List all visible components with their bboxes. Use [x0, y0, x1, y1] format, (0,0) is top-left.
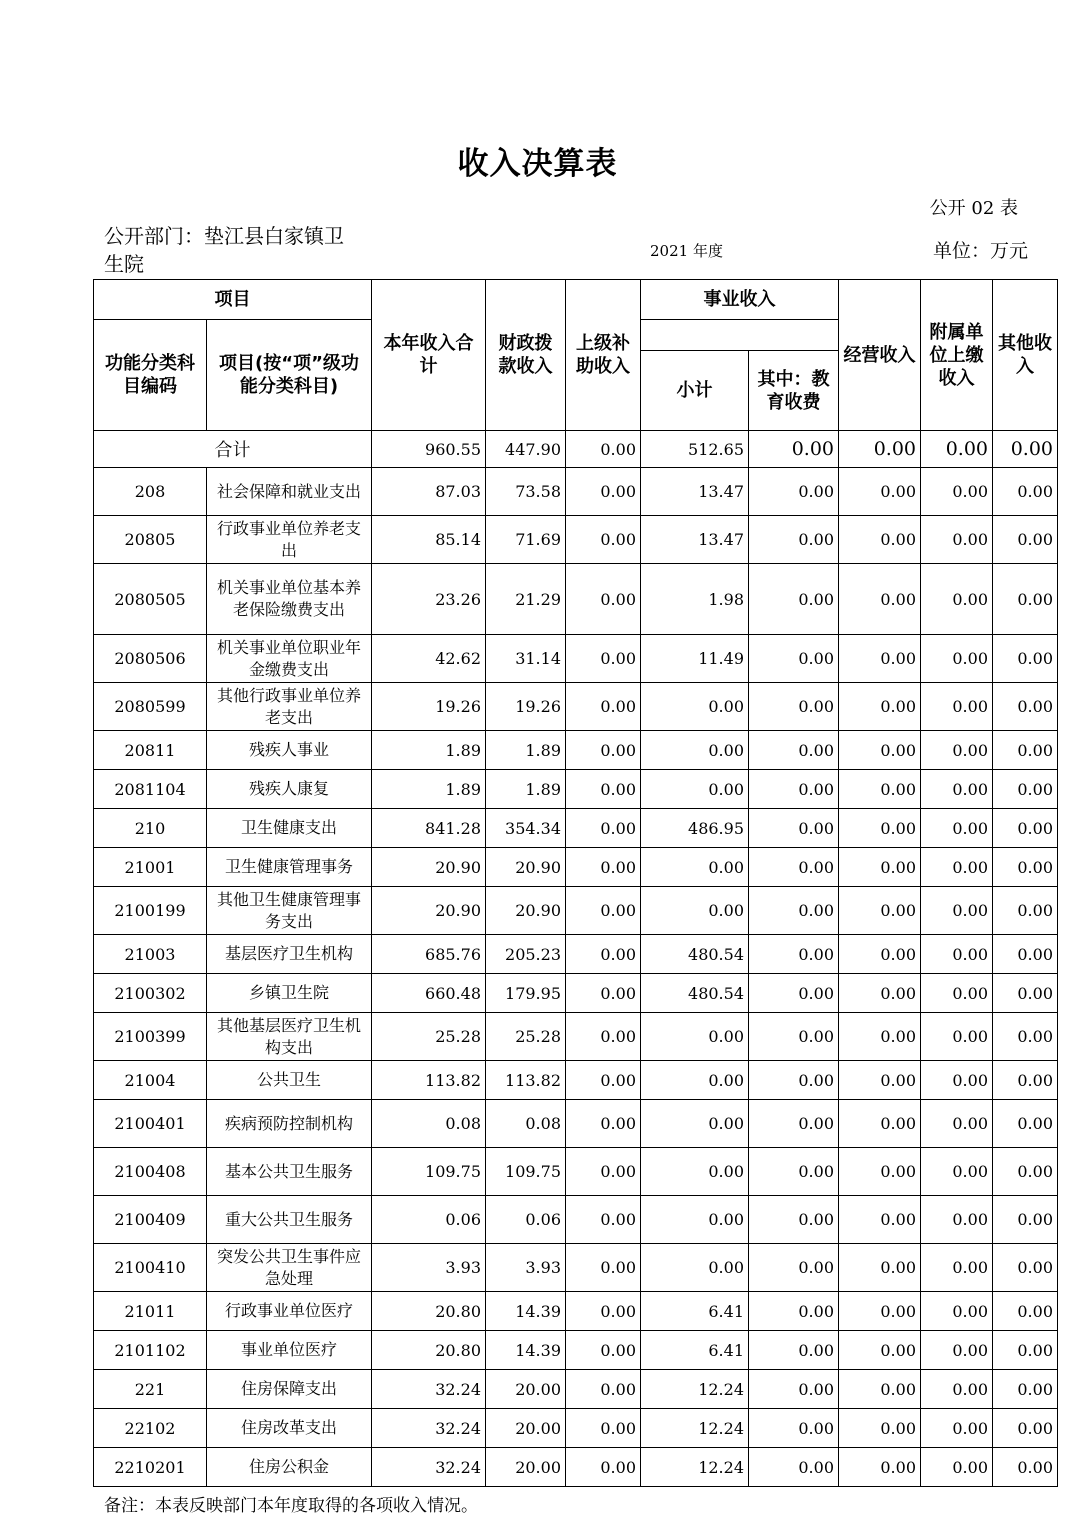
value-cell: 113.82	[372, 1061, 486, 1100]
value-cell: 0.00	[839, 1292, 921, 1331]
table-row	[94, 683, 1058, 731]
func-code-cell: 2100409	[94, 1196, 207, 1244]
value-cell: 20.00	[486, 1409, 566, 1448]
value-cell: 0.00	[921, 731, 993, 770]
table-row	[94, 1331, 1058, 1370]
func-code-cell: 21003	[94, 935, 207, 974]
value-cell: 0.00	[839, 1061, 921, 1100]
total-cell: 960.55	[372, 431, 486, 468]
value-cell: 0.00	[921, 809, 993, 848]
func-code-cell: 2210201	[94, 1448, 207, 1487]
value-cell: 3.93	[486, 1244, 566, 1292]
value-cell: 109.75	[372, 1148, 486, 1196]
value-cell: 0.00	[566, 683, 641, 731]
value-cell: 6.41	[641, 1292, 749, 1331]
table-row	[94, 848, 1058, 887]
value-cell: 841.28	[372, 809, 486, 848]
value-cell: 0.08	[372, 1100, 486, 1148]
value-cell: 0.00	[566, 1370, 641, 1409]
value-cell: 20.90	[486, 848, 566, 887]
value-cell: 19.26	[486, 683, 566, 731]
value-cell: 12.24	[641, 1370, 749, 1409]
value-cell: 0.00	[839, 731, 921, 770]
value-cell: 660.48	[372, 974, 486, 1013]
project-name-cell: 住房保障支出	[207, 1370, 372, 1409]
value-cell: 0.00	[839, 1409, 921, 1448]
value-cell: 0.00	[921, 935, 993, 974]
value-cell: 0.00	[921, 848, 993, 887]
value-cell: 0.00	[749, 1013, 839, 1061]
value-cell: 0.00	[641, 731, 749, 770]
project-name-cell: 机关事业单位基本养老保险缴费支出	[207, 564, 372, 635]
value-cell: 0.00	[749, 848, 839, 887]
value-cell: 0.00	[921, 1292, 993, 1331]
func-code-cell: 2100302	[94, 974, 207, 1013]
value-cell: 0.00	[749, 1331, 839, 1370]
value-cell: 0.00	[566, 1148, 641, 1196]
project-name-cell: 行政事业单位医疗	[207, 1292, 372, 1331]
project-name-cell: 基层医疗卫生机构	[207, 935, 372, 974]
value-cell: 0.00	[641, 683, 749, 731]
value-cell: 0.00	[921, 1244, 993, 1292]
value-cell: 0.00	[749, 1370, 839, 1409]
value-cell: 12.24	[641, 1448, 749, 1487]
value-cell: 0.08	[486, 1100, 566, 1148]
value-cell: 0.00	[749, 887, 839, 935]
project-name-cell: 卫生健康支出	[207, 809, 372, 848]
value-cell: 0.00	[749, 1196, 839, 1244]
value-cell: 0.00	[566, 1448, 641, 1487]
value-cell: 0.00	[993, 1148, 1058, 1196]
value-cell: 0.00	[839, 1013, 921, 1061]
value-cell: 0.00	[749, 1292, 839, 1331]
value-cell: 87.03	[372, 468, 486, 516]
project-name-cell: 乡镇卫生院	[207, 974, 372, 1013]
header-affiliated: 附属单位上缴收入	[921, 280, 993, 431]
value-cell: 0.00	[921, 1370, 993, 1409]
value-cell: 11.49	[641, 635, 749, 683]
header-subtotal: 小计	[641, 351, 749, 431]
value-cell: 0.00	[921, 1148, 993, 1196]
value-cell: 0.06	[486, 1196, 566, 1244]
func-code-cell: 2101102	[94, 1331, 207, 1370]
value-cell: 20.00	[486, 1448, 566, 1487]
value-cell: 0.00	[993, 683, 1058, 731]
value-cell: 0.00	[839, 1370, 921, 1409]
value-cell: 0.00	[566, 887, 641, 935]
value-cell: 0.00	[566, 974, 641, 1013]
value-cell: 0.00	[993, 848, 1058, 887]
value-cell: 0.00	[566, 1100, 641, 1148]
value-cell: 0.00	[566, 935, 641, 974]
value-cell: 0.00	[566, 731, 641, 770]
value-cell: 0.00	[749, 1061, 839, 1100]
value-cell: 0.00	[749, 1148, 839, 1196]
total-cell: 0.00	[749, 431, 839, 468]
value-cell: 0.00	[839, 516, 921, 564]
value-cell: 14.39	[486, 1292, 566, 1331]
project-name-cell: 残疾人事业	[207, 731, 372, 770]
total-cell: 0.00	[566, 431, 641, 468]
header-superior: 上级补助收入	[566, 280, 641, 431]
value-cell: 13.47	[641, 516, 749, 564]
total-cell: 512.65	[641, 431, 749, 468]
table-row	[94, 935, 1058, 974]
value-cell: 0.00	[839, 848, 921, 887]
value-cell: 0.00	[566, 1292, 641, 1331]
project-name-cell: 公共卫生	[207, 1061, 372, 1100]
value-cell: 0.00	[566, 809, 641, 848]
value-cell: 0.00	[566, 635, 641, 683]
func-code-cell: 22102	[94, 1409, 207, 1448]
value-cell: 0.00	[839, 770, 921, 809]
header-operating: 经营收入	[839, 280, 921, 431]
value-cell: 20.00	[486, 1370, 566, 1409]
value-cell: 0.00	[921, 974, 993, 1013]
func-code-cell: 208	[94, 468, 207, 516]
value-cell: 0.00	[839, 1331, 921, 1370]
project-name-cell: 住房公积金	[207, 1448, 372, 1487]
project-name-cell: 重大公共卫生服务	[207, 1196, 372, 1244]
value-cell: 0.00	[749, 1100, 839, 1148]
value-cell: 0.00	[993, 770, 1058, 809]
value-cell: 0.00	[566, 1013, 641, 1061]
value-cell: 31.14	[486, 635, 566, 683]
value-cell: 0.00	[993, 1061, 1058, 1100]
value-cell: 0.00	[641, 887, 749, 935]
table-row	[94, 1244, 1058, 1292]
func-code-cell: 2080506	[94, 635, 207, 683]
value-cell: 0.00	[993, 974, 1058, 1013]
value-cell: 0.00	[641, 770, 749, 809]
value-cell: 0.00	[993, 887, 1058, 935]
table-number: 公开 02 表	[929, 198, 1018, 219]
value-cell: 0.00	[566, 1244, 641, 1292]
value-cell: 71.69	[486, 516, 566, 564]
value-cell: 32.24	[372, 1409, 486, 1448]
value-cell: 0.00	[921, 1013, 993, 1061]
value-cell: 0.00	[641, 1148, 749, 1196]
project-name-cell: 突发公共卫生事件应急处理	[207, 1244, 372, 1292]
func-code-cell: 21001	[94, 848, 207, 887]
value-cell: 0.00	[993, 1370, 1058, 1409]
value-cell: 0.00	[839, 564, 921, 635]
value-cell: 12.24	[641, 1409, 749, 1448]
value-cell: 0.00	[921, 1061, 993, 1100]
value-cell: 0.00	[749, 1448, 839, 1487]
project-name-cell: 残疾人康复	[207, 770, 372, 809]
value-cell: 486.95	[641, 809, 749, 848]
func-code-cell: 210	[94, 809, 207, 848]
project-name-cell: 卫生健康管理事务	[207, 848, 372, 887]
value-cell: 0.00	[839, 809, 921, 848]
table-row	[94, 1100, 1058, 1148]
value-cell: 0.00	[839, 1100, 921, 1148]
project-name-cell: 社会保障和就业支出	[207, 468, 372, 516]
value-cell: 0.00	[641, 1244, 749, 1292]
value-cell: 0.00	[993, 1331, 1058, 1370]
value-cell: 1.89	[372, 770, 486, 809]
func-code-cell: 2100410	[94, 1244, 207, 1292]
value-cell: 0.00	[839, 683, 921, 731]
value-cell: 0.00	[749, 683, 839, 731]
value-cell: 0.00	[921, 468, 993, 516]
value-cell: 0.00	[993, 564, 1058, 635]
value-cell: 0.00	[921, 1448, 993, 1487]
value-cell: 354.34	[486, 809, 566, 848]
value-cell: 0.00	[921, 770, 993, 809]
value-cell: 0.00	[921, 1331, 993, 1370]
value-cell: 0.00	[749, 770, 839, 809]
table-row	[94, 1148, 1058, 1196]
value-cell: 0.00	[993, 935, 1058, 974]
value-cell: 32.24	[372, 1370, 486, 1409]
total-cell: 0.00	[921, 431, 993, 468]
project-name-cell: 其他卫生健康管理事务支出	[207, 887, 372, 935]
value-cell: 1.89	[486, 770, 566, 809]
value-cell: 0.00	[566, 1331, 641, 1370]
value-cell: 0.00	[749, 564, 839, 635]
func-code-cell: 221	[94, 1370, 207, 1409]
value-cell: 0.00	[749, 1244, 839, 1292]
value-cell: 0.00	[993, 1448, 1058, 1487]
value-cell: 0.00	[566, 564, 641, 635]
project-name-cell: 其他行政事业单位养老支出	[207, 683, 372, 731]
footnote: 备注：本表反映部门本年度取得的各项收入情况。	[104, 1496, 478, 1516]
value-cell: 0.00	[993, 1244, 1058, 1292]
value-cell: 0.06	[372, 1196, 486, 1244]
value-cell: 73.58	[486, 468, 566, 516]
project-name-cell: 事业单位医疗	[207, 1331, 372, 1370]
value-cell: 1.89	[372, 731, 486, 770]
header-func-code: 功能分类科目编码	[94, 320, 207, 431]
value-cell: 0.00	[993, 1196, 1058, 1244]
value-cell: 0.00	[993, 516, 1058, 564]
value-cell: 179.95	[486, 974, 566, 1013]
value-cell: 42.62	[372, 635, 486, 683]
value-cell: 0.00	[566, 770, 641, 809]
table-row	[94, 1370, 1058, 1409]
value-cell: 0.00	[921, 887, 993, 935]
value-cell: 0.00	[839, 974, 921, 1013]
func-code-cell: 20811	[94, 731, 207, 770]
func-code-cell: 2100199	[94, 887, 207, 935]
table-row	[94, 887, 1058, 935]
func-code-cell: 2100408	[94, 1148, 207, 1196]
func-code-cell: 2080505	[94, 564, 207, 635]
value-cell: 480.54	[641, 935, 749, 974]
value-cell: 0.00	[641, 848, 749, 887]
value-cell: 0.00	[749, 468, 839, 516]
table-row	[94, 516, 1058, 564]
value-cell: 0.00	[993, 1409, 1058, 1448]
value-cell: 0.00	[839, 1448, 921, 1487]
value-cell: 0.00	[749, 809, 839, 848]
value-cell: 0.00	[749, 516, 839, 564]
value-cell: 0.00	[839, 1244, 921, 1292]
value-cell: 0.00	[921, 683, 993, 731]
project-name-cell: 机关事业单位职业年金缴费支出	[207, 635, 372, 683]
value-cell: 0.00	[566, 516, 641, 564]
func-code-cell: 21011	[94, 1292, 207, 1331]
header-business: 事业收入	[641, 280, 839, 320]
func-code-cell: 2080599	[94, 683, 207, 731]
total-label: 合计	[94, 431, 372, 468]
unit-label: 单位：万元	[932, 240, 1028, 262]
value-cell: 19.26	[372, 683, 486, 731]
project-name-cell: 基本公共卫生服务	[207, 1148, 372, 1196]
value-cell: 0.00	[839, 1148, 921, 1196]
table-row	[94, 1292, 1058, 1331]
value-cell: 0.00	[921, 1409, 993, 1448]
value-cell: 685.76	[372, 935, 486, 974]
value-cell: 0.00	[993, 635, 1058, 683]
value-cell: 32.24	[372, 1448, 486, 1487]
value-cell: 25.28	[486, 1013, 566, 1061]
value-cell: 0.00	[993, 1013, 1058, 1061]
table-row	[94, 770, 1058, 809]
value-cell: 0.00	[749, 635, 839, 683]
value-cell: 0.00	[839, 887, 921, 935]
value-cell: 0.00	[749, 935, 839, 974]
total-row	[94, 431, 1058, 468]
value-cell: 6.41	[641, 1331, 749, 1370]
value-cell: 0.00	[993, 1100, 1058, 1148]
func-code-cell: 2100401	[94, 1100, 207, 1148]
value-cell: 21.29	[486, 564, 566, 635]
page-title: 收入决算表	[457, 146, 618, 182]
table-row	[94, 731, 1058, 770]
value-cell: 0.00	[921, 564, 993, 635]
project-name-cell: 行政事业单位养老支出	[207, 516, 372, 564]
value-cell: 0.00	[993, 1292, 1058, 1331]
value-cell: 0.00	[641, 1196, 749, 1244]
value-cell: 113.82	[486, 1061, 566, 1100]
value-cell: 20.90	[372, 887, 486, 935]
value-cell: 25.28	[372, 1013, 486, 1061]
func-code-cell: 2100399	[94, 1013, 207, 1061]
table-row	[94, 809, 1058, 848]
value-cell: 0.00	[839, 935, 921, 974]
table-row	[94, 564, 1058, 635]
table-row	[94, 1013, 1058, 1061]
value-cell: 480.54	[641, 974, 749, 1013]
header-edu: 其中：教育收费	[749, 351, 839, 431]
value-cell: 13.47	[641, 468, 749, 516]
value-cell: 0.00	[566, 848, 641, 887]
value-cell: 85.14	[372, 516, 486, 564]
value-cell: 0.00	[566, 1196, 641, 1244]
project-name-cell: 其他基层医疗卫生机构支出	[207, 1013, 372, 1061]
header-total-income: 本年收入合计	[372, 280, 486, 431]
header-fiscal: 财政拨款收入	[486, 280, 566, 431]
project-name-cell: 疾病预防控制机构	[207, 1100, 372, 1148]
value-cell: 0.00	[566, 1409, 641, 1448]
value-cell: 1.98	[641, 564, 749, 635]
func-code-cell: 21004	[94, 1061, 207, 1100]
total-cell: 0.00	[993, 431, 1058, 468]
value-cell: 0.00	[749, 731, 839, 770]
value-cell: 0.00	[641, 1100, 749, 1148]
header-project: 项目	[94, 280, 372, 320]
value-cell: 20.90	[372, 848, 486, 887]
value-cell: 1.89	[486, 731, 566, 770]
value-cell: 0.00	[993, 809, 1058, 848]
func-code-cell: 20805	[94, 516, 207, 564]
value-cell: 0.00	[921, 1100, 993, 1148]
value-cell: 0.00	[993, 731, 1058, 770]
value-cell: 0.00	[921, 516, 993, 564]
total-cell: 0.00	[839, 431, 921, 468]
header-other: 其他收入	[993, 280, 1058, 431]
fiscal-year: 2021 年度	[650, 242, 723, 260]
table-row	[94, 1448, 1058, 1487]
value-cell: 0.00	[566, 468, 641, 516]
value-cell: 0.00	[641, 1061, 749, 1100]
value-cell: 0.00	[641, 1013, 749, 1061]
value-cell: 3.93	[372, 1244, 486, 1292]
table-row	[94, 468, 1058, 516]
total-cell: 447.90	[486, 431, 566, 468]
value-cell: 14.39	[486, 1331, 566, 1370]
value-cell: 0.00	[839, 1196, 921, 1244]
value-cell: 0.00	[749, 1409, 839, 1448]
value-cell: 205.23	[486, 935, 566, 974]
value-cell: 23.26	[372, 564, 486, 635]
value-cell: 0.00	[749, 974, 839, 1013]
value-cell: 0.00	[566, 1061, 641, 1100]
table-row	[94, 635, 1058, 683]
table-row	[94, 1409, 1058, 1448]
project-name-cell: 住房改革支出	[207, 1409, 372, 1448]
table-row	[94, 1061, 1058, 1100]
value-cell: 20.90	[486, 887, 566, 935]
value-cell: 0.00	[839, 468, 921, 516]
table-row	[94, 1196, 1058, 1244]
value-cell: 0.00	[839, 635, 921, 683]
value-cell: 109.75	[486, 1148, 566, 1196]
income-table	[93, 279, 1058, 1487]
value-cell: 20.80	[372, 1331, 486, 1370]
table-row	[94, 974, 1058, 1013]
value-cell: 0.00	[921, 1196, 993, 1244]
header-project-name: 项目(按“项”级功能分类科目)	[207, 320, 372, 431]
func-code-cell: 2081104	[94, 770, 207, 809]
value-cell: 20.80	[372, 1292, 486, 1331]
department-label: 公开部门：垫江县白家镇卫生院	[104, 224, 344, 276]
value-cell: 0.00	[921, 635, 993, 683]
value-cell: 0.00	[993, 468, 1058, 516]
